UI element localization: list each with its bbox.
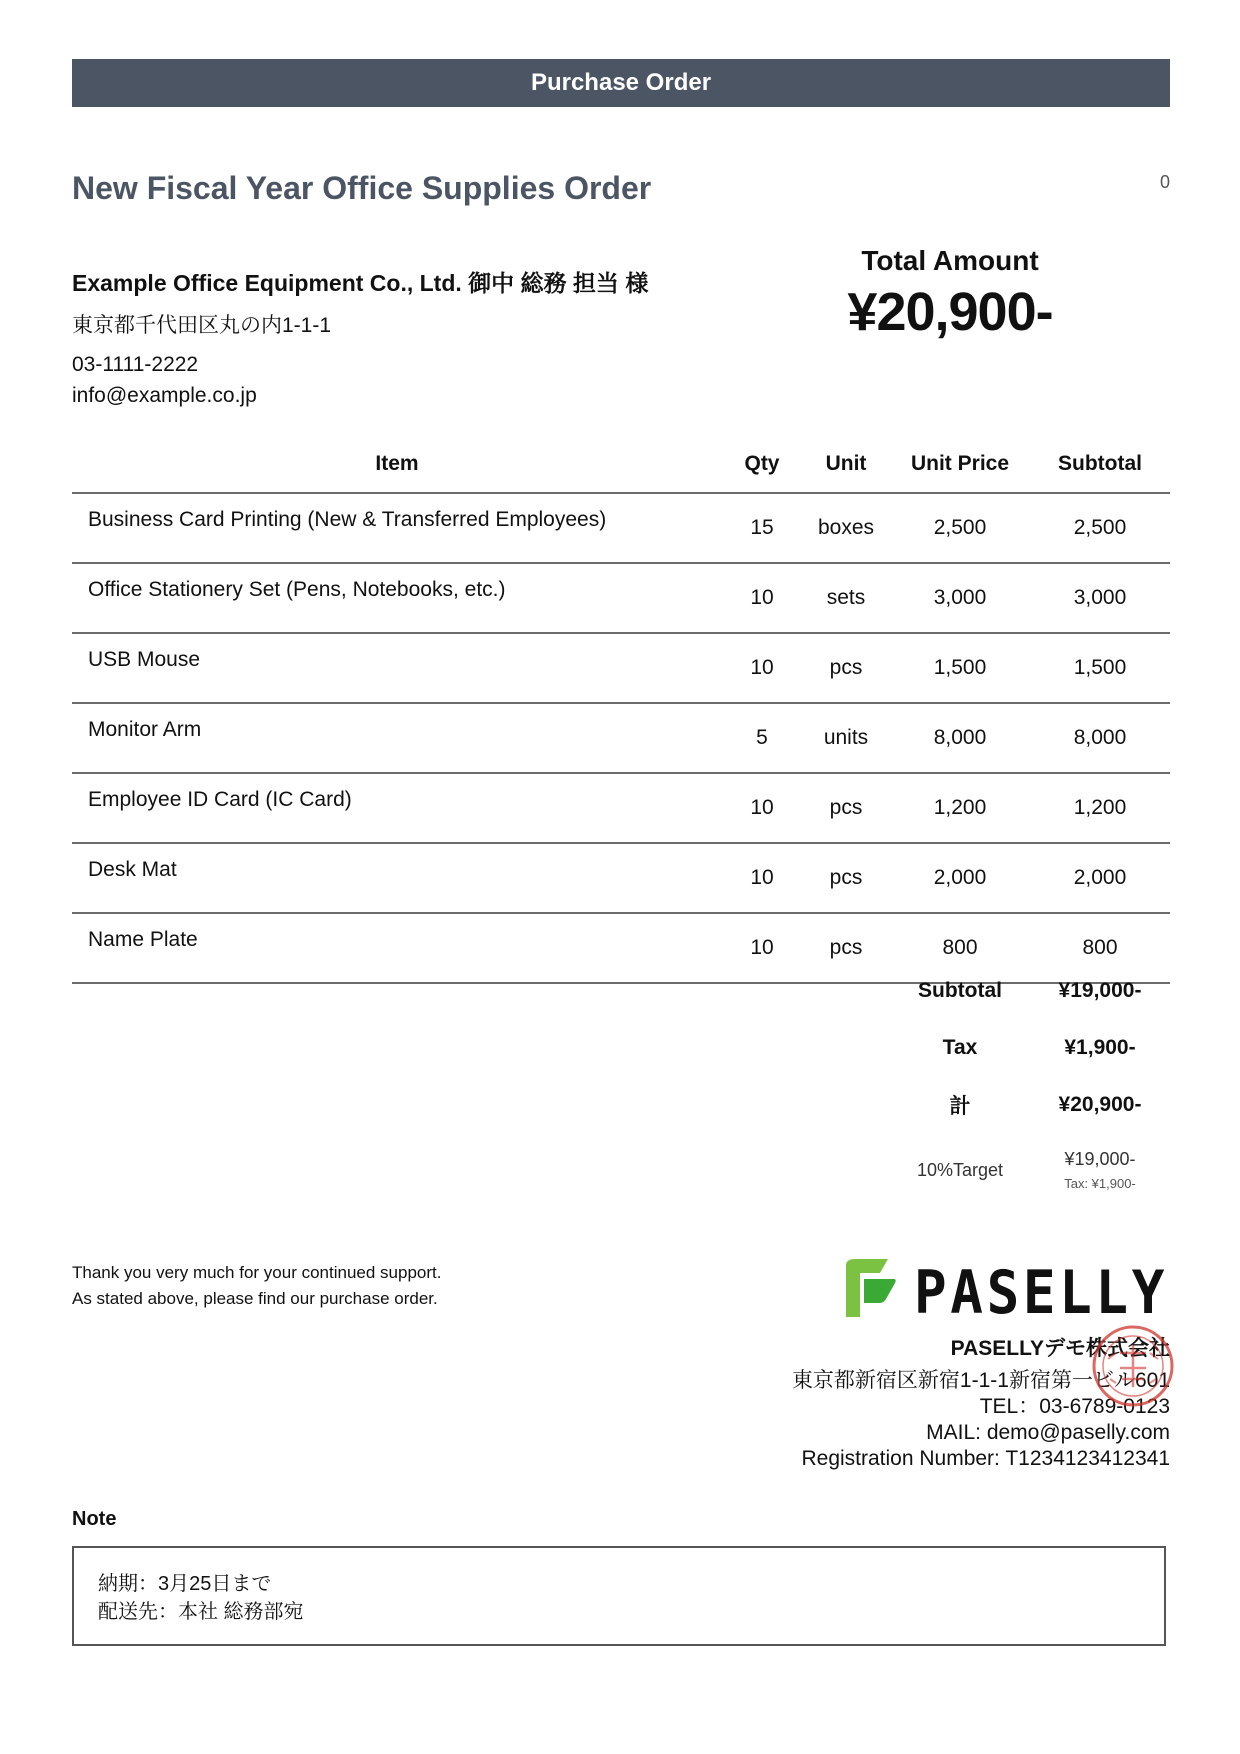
document-title: New Fiscal Year Office Supplies Order bbox=[72, 170, 652, 206]
cell-item: Employee ID Card (IC Card) bbox=[72, 773, 722, 843]
recipient-email: info@example.co.jp bbox=[72, 384, 257, 407]
cell-subtotal: 2,500 bbox=[1030, 493, 1170, 563]
summary-tax-value: ¥1,900- bbox=[1064, 1035, 1136, 1059]
cell-unit: units bbox=[802, 703, 890, 773]
note-line-1: 納期：3月25日まで bbox=[98, 1573, 272, 1595]
issuer-address: 東京都新宿区新宿1-1-1新宿第一ビル601 bbox=[791, 1369, 1170, 1392]
cell-item: Monitor Arm bbox=[72, 703, 722, 773]
cell-unit-price: 1,200 bbox=[890, 773, 1030, 843]
recipient-name: Example Office Equipment Co., Ltd. 御中 総務 担当 様 bbox=[72, 270, 649, 296]
cell-item: USB Mouse bbox=[72, 633, 722, 703]
cell-unit: sets bbox=[802, 563, 890, 633]
summary-total-row bbox=[890, 1076, 1170, 1133]
note-box bbox=[72, 1546, 1166, 1646]
paselly-logo-text: PASELLY bbox=[914, 1258, 1168, 1325]
total-amount-label: Total Amount bbox=[861, 245, 1039, 276]
cell-qty: 10 bbox=[722, 913, 802, 983]
summary-total-label: 計 bbox=[949, 1094, 971, 1118]
cell-qty: 10 bbox=[722, 563, 802, 633]
summary-subtotal-row bbox=[890, 962, 1170, 1019]
table-row bbox=[72, 773, 1170, 843]
cell-unit-price: 8,000 bbox=[890, 703, 1030, 773]
table-row bbox=[72, 703, 1170, 773]
cell-qty: 10 bbox=[722, 843, 802, 913]
tax-rate-amount: Tax: ¥1,900- bbox=[1064, 1176, 1136, 1191]
recipient-block bbox=[72, 265, 752, 411]
company-seal-stamp bbox=[1090, 1323, 1176, 1409]
column-header-unit-price: Unit Price bbox=[890, 436, 1030, 493]
cell-unit: pcs bbox=[802, 773, 890, 843]
cell-subtotal: 8,000 bbox=[1030, 703, 1170, 773]
table-row bbox=[72, 633, 1170, 703]
recipient-phone: 03-1111-2222 bbox=[72, 353, 199, 376]
issuer-tel: TEL：03-6789-0123 bbox=[979, 1395, 1170, 1418]
table-header-row bbox=[72, 436, 1170, 493]
total-amount-value: ¥20,900- bbox=[847, 282, 1053, 342]
cell-item: Name Plate bbox=[72, 913, 722, 983]
cell-item: Business Card Printing (New & Transferred Employees) bbox=[72, 493, 722, 563]
cell-qty: 15 bbox=[722, 493, 802, 563]
issuer-mail: MAIL: demo@paselly.com bbox=[926, 1421, 1170, 1444]
cell-unit-price: 2,000 bbox=[890, 843, 1030, 913]
thank-you-message bbox=[72, 1260, 441, 1312]
banner-title: Purchase Order bbox=[530, 69, 712, 96]
column-header-unit: Unit bbox=[802, 436, 890, 493]
table-row bbox=[72, 563, 1170, 633]
summary-subtotal-label: Subtotal bbox=[918, 978, 1002, 1002]
summary-total-value: ¥20,900- bbox=[1058, 1092, 1142, 1116]
tax-rate-label: 10%Target bbox=[916, 1159, 1004, 1180]
items-table bbox=[72, 436, 1170, 984]
summary-tax-label: Tax bbox=[942, 1035, 978, 1059]
column-header-subtotal: Subtotal bbox=[1030, 436, 1170, 493]
message-line-2: As stated above, please find our purchase order. bbox=[72, 1289, 438, 1308]
summary-subtotal-value: ¥19,000- bbox=[1058, 978, 1142, 1002]
header-banner bbox=[72, 59, 1170, 107]
total-amount-box bbox=[790, 245, 1110, 343]
cell-unit-price: 3,000 bbox=[890, 563, 1030, 633]
cell-item: Desk Mat bbox=[72, 843, 722, 913]
cell-unit-price: 800 bbox=[890, 913, 1030, 983]
summary-tax-row bbox=[890, 1019, 1170, 1076]
paselly-logo bbox=[838, 1255, 1170, 1325]
table-row bbox=[72, 493, 1170, 563]
cell-subtotal: 800 bbox=[1030, 913, 1170, 983]
cell-unit: pcs bbox=[802, 843, 890, 913]
cell-subtotal: 2,000 bbox=[1030, 843, 1170, 913]
issuer-registration: Registration Number: T1234123412341 bbox=[801, 1447, 1170, 1470]
cell-subtotal: 1,200 bbox=[1030, 773, 1170, 843]
tax-rate-base: ¥19,000- bbox=[1064, 1149, 1136, 1169]
tax-rate-row bbox=[890, 1135, 1170, 1205]
summary-block bbox=[890, 962, 1170, 1205]
cell-qty: 5 bbox=[722, 703, 802, 773]
column-header-qty: Qty bbox=[722, 436, 802, 493]
table-row bbox=[72, 843, 1170, 913]
cell-unit-price: 2,500 bbox=[890, 493, 1030, 563]
note-line-2: 配送先：本社 総務部宛 bbox=[98, 1601, 304, 1623]
cell-qty: 10 bbox=[722, 773, 802, 843]
message-line-1: Thank you very much for your continued support. bbox=[72, 1263, 442, 1282]
paselly-leaf-icon bbox=[846, 1259, 896, 1317]
cell-unit: boxes bbox=[802, 493, 890, 563]
cell-unit: pcs bbox=[802, 913, 890, 983]
recipient-address: 東京都千代田区丸の内1-1-1 bbox=[72, 314, 332, 337]
issuer-name: PASELLYデモ株式会社 bbox=[950, 1337, 1170, 1360]
cell-subtotal: 1,500 bbox=[1030, 633, 1170, 703]
cell-qty: 10 bbox=[722, 633, 802, 703]
column-header-item: Item bbox=[72, 436, 722, 493]
note-label: Note bbox=[72, 1508, 117, 1530]
cell-unit: pcs bbox=[802, 633, 890, 703]
cell-unit-price: 1,500 bbox=[890, 633, 1030, 703]
tax-rate-values bbox=[1030, 1149, 1170, 1191]
page-number: 0 bbox=[1159, 172, 1170, 192]
cell-subtotal: 3,000 bbox=[1030, 563, 1170, 633]
cell-item: Office Stationery Set (Pens, Notebooks, etc.) bbox=[72, 563, 722, 633]
